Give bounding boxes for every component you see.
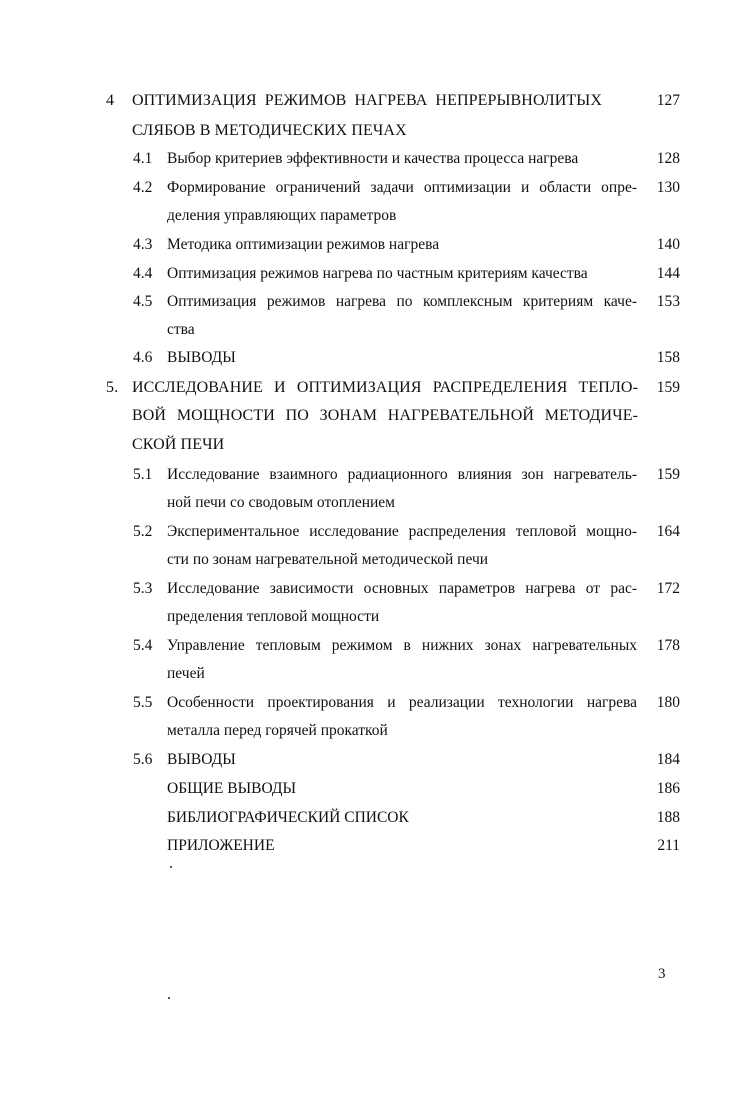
- section-5-5-title-line2: металла перед горячей прокаткой: [167, 722, 388, 739]
- section-5-6-number: 5.6: [133, 751, 153, 768]
- section-4-4-number: 4.4: [133, 265, 153, 282]
- section-4-5-number: 4.5: [133, 293, 153, 310]
- chapter-5-number: 5.: [106, 379, 119, 396]
- section-4-2-title-line2: деления управляющих параметров: [167, 207, 397, 224]
- section-5-3-page: 172: [656, 580, 680, 597]
- section-5-4-title-line2: печей: [167, 665, 205, 682]
- section-5-1-title-line2: ной печи со сводовым отоплением: [167, 494, 395, 511]
- section-5-2-title-line2: сти по зонам нагревательной методической печи: [167, 551, 489, 568]
- chapter-4-title-line1: ОПТИМИЗАЦИЯ РЕЖИМОВ НАГРЕВА НЕПРЕРЫВНОЛИТЫХ: [132, 92, 602, 109]
- section-5-1-page: 159: [656, 466, 680, 483]
- section-5-3-title-line2: пределения тепловой мощности: [167, 608, 380, 625]
- section-5-1-title-line1: Исследование взаимного радиационного влияния зон нагреватель-: [167, 466, 637, 483]
- section-4-6-page: 158: [656, 349, 680, 366]
- chapter-4-page: 127: [656, 92, 680, 109]
- general-conclusions-title: ОБЩИЕ ВЫВОДЫ: [167, 780, 296, 797]
- general-conclusions-page: 186: [656, 780, 680, 797]
- section-4-3-page: 140: [656, 236, 680, 253]
- section-4-4-title: Оптимизация режимов нагрева по частным критериям качества: [167, 265, 588, 282]
- chapter-5-title-line2: ВОЙ МОЩНОСТИ ПО ЗОНАМ НАГРЕВАТЕЛЬНОЙ МЕТОДИЧЕ-: [132, 407, 638, 424]
- chapter-4-number: 4: [106, 92, 115, 109]
- appendix-page: 211: [657, 837, 680, 854]
- section-5-5-title-line1: Особенности проектирования и реализации технологии нагрева: [167, 694, 637, 711]
- section-5-5-page: 180: [656, 694, 680, 711]
- scan-speck: [170, 866, 172, 868]
- section-4-3-title: Методика оптимизации режимов нагрева: [167, 236, 440, 253]
- page-number: 3: [658, 966, 666, 982]
- section-4-6-title: ВЫВОДЫ: [167, 349, 236, 366]
- section-5-4-page: 178: [656, 637, 680, 654]
- section-4-5-title-line2: ства: [167, 321, 195, 338]
- section-5-5-number: 5.5: [133, 694, 153, 711]
- chapter-5-title-line1: ИССЛЕДОВАНИЕ И ОПТИМИЗАЦИЯ РАСПРЕДЕЛЕНИЯ ТЕПЛО-: [132, 379, 638, 396]
- section-5-6-title: ВЫВОДЫ: [167, 751, 236, 768]
- chapter-5-title-line3: СКОЙ ПЕЧИ: [132, 436, 225, 453]
- bibliography-page: 188: [656, 809, 680, 826]
- section-4-2-title-line1: Формирование ограничений задачи оптимизации и области опре-: [167, 179, 637, 196]
- section-4-4-page: 144: [656, 265, 680, 282]
- appendix-title: ПРИЛОЖЕНИЕ: [167, 837, 275, 854]
- section-5-3-title-line1: Исследование зависимости основных параметров нагрева от рас-: [167, 580, 637, 597]
- section-4-1-page: 128: [656, 150, 680, 167]
- section-4-3-number: 4.3: [133, 236, 153, 253]
- section-5-2-title-line1: Экспериментальное исследование распределения тепловой мощно-: [167, 523, 637, 540]
- bibliography-title: БИБЛИОГРАФИЧЕСКИЙ СПИСОК: [167, 809, 409, 826]
- section-5-2-number: 5.2: [133, 523, 153, 540]
- section-5-6-page: 184: [656, 751, 680, 768]
- section-4-2-number: 4.2: [133, 179, 153, 196]
- section-4-1-title: Выбор критериев эффективности и качества процесса нагрева: [167, 150, 579, 167]
- section-5-2-page: 164: [656, 523, 680, 540]
- section-4-5-page: 153: [656, 293, 680, 310]
- scan-speck: [168, 997, 170, 999]
- section-4-5-title-line1: Оптимизация режимов нагрева по комплексным критериям каче-: [167, 293, 637, 310]
- section-5-1-number: 5.1: [133, 466, 153, 483]
- section-5-3-number: 5.3: [133, 580, 153, 597]
- section-4-1-number: 4.1: [133, 150, 153, 167]
- section-4-2-page: 130: [656, 179, 680, 196]
- section-5-4-title-line1: Управление тепловым режимом в нижних зонах нагревательных: [167, 637, 637, 654]
- section-5-4-number: 5.4: [133, 637, 153, 654]
- chapter-5-page: 159: [656, 379, 680, 396]
- section-4-6-number: 4.6: [133, 349, 153, 366]
- chapter-4-title-line2: СЛЯБОВ В МЕТОДИЧЕСКИХ ПЕЧАХ: [132, 122, 407, 139]
